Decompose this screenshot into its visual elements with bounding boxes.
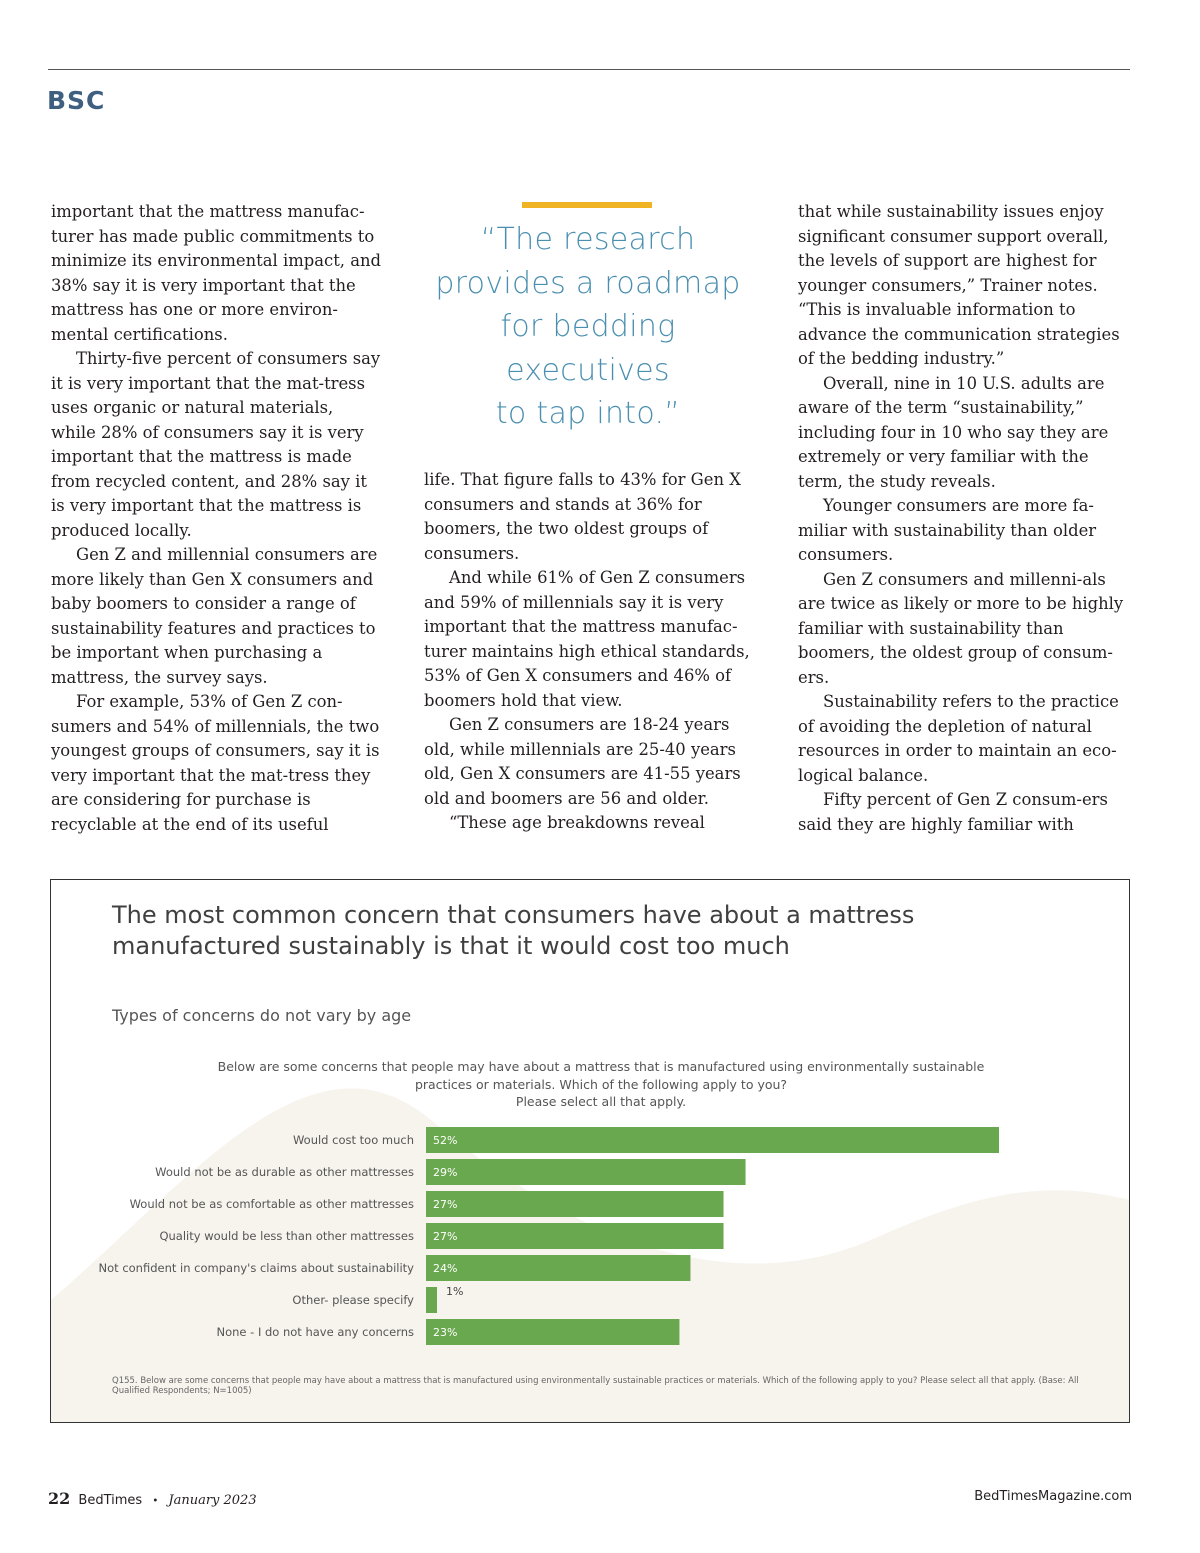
figure-footnote: Q155. Below are some concerns that people may have about a mattress that is manufactured using environmentally sustainable practices or materials. Which of the following apply to you? Please select all that apply. (Base: All Qualified Respondents; N=1005) [112, 1376, 1079, 1396]
chart-figure [50, 879, 1130, 1423]
footer-folio [48, 1489, 257, 1508]
bar [426, 1191, 724, 1217]
bar [426, 1319, 679, 1345]
data-label: 52% [433, 1134, 458, 1147]
data-label: 23% [433, 1326, 458, 1339]
category-label: Quality would be less than other mattresses [159, 1229, 414, 1243]
data-label: 27% [433, 1198, 458, 1211]
paragraph: Fifty percent of Gen Z consum-ers said they are highly familiar with [798, 790, 1108, 834]
pull-quote-line: for bedding [500, 309, 676, 344]
paragraph: Gen Z consumers are 18-24 years old, while millennials are 25-40 years old, Gen X consumers are 41-55 years old and boomers are 56 and older. [424, 715, 741, 808]
bar [426, 1287, 437, 1313]
pull-quote-line: “The research [480, 222, 696, 257]
paragraph: important that the mattress manufac-turer has made public commitments to minimize its environmental impact, and 38% say it is very important that the mattress has one or more environ-mental certifications. [51, 202, 382, 344]
paragraph: Overall, nine in 10 U.S. adults are aware of the term “sustainability,” including four in 10 who say they are extremely or very familiar with the term, the study reveals. [798, 373, 1109, 491]
bar [426, 1223, 724, 1249]
paragraph: Sustainability refers to the practice of avoiding the depletion of natural resources in order to maintain an eco-logical balance. [798, 692, 1119, 785]
category-label: None - I do not have any concerns [216, 1325, 414, 1339]
page-number: 22 [48, 1489, 71, 1508]
paragraph: Younger consumers are more fa-miliar with sustainability than older consumers. [798, 496, 1097, 564]
article-column-3 [798, 200, 1130, 837]
figure-title: The most common concern that consumers have about a mattress manufactured sustainably is that it would cost too much [112, 901, 915, 960]
data-label: 27% [433, 1230, 458, 1243]
bar [426, 1127, 999, 1153]
data-label: 1% [446, 1285, 464, 1298]
bar [426, 1159, 746, 1185]
figure-question-line: Below are some concerns that people may have about a mattress that is manufactured using environmentally sustainable [217, 1059, 985, 1074]
pull-quote-line: provides a roadmap [435, 265, 741, 301]
paragraph: life. That figure falls to 43% for Gen X consumers and stands at 36% for boomers, the two oldest groups of consumers. [424, 470, 741, 563]
category-label: Not confident in company's claims about sustainability [98, 1261, 414, 1275]
footer-website: BedTimesMagazine.com [974, 1489, 1132, 1504]
paragraph: that while sustainability issues enjoy significant consumer support overall, the levels of support are highest for younger consumers,” Trainer notes. “This is invaluable information to advance the communication strategies of the bedding industry.” [798, 202, 1120, 368]
figure-question-line: Please select all that apply. [515, 1094, 687, 1109]
category-label: Would not be as durable as other mattresses [155, 1165, 414, 1179]
category-label: Would cost too much [292, 1133, 414, 1147]
issue-date: January 2023 [168, 1493, 257, 1508]
pull-quote [430, 218, 746, 436]
category-label: Other- please specify [292, 1293, 414, 1307]
paragraph: Thirty-five percent of consumers say it is very important that the mat-tress uses organic or natural materials, while 28% of consumers say it is very important that the mattress is made from recycled content, and 28% say it is very important that the mattress is produced locally. [51, 349, 381, 540]
figure-question [201, 1058, 1001, 1111]
bar [426, 1255, 690, 1281]
article-column-1 [51, 200, 383, 837]
data-label: 29% [433, 1166, 458, 1179]
magazine-name: BedTimes [78, 1493, 143, 1508]
pull-quote-line: to tap into.” [495, 396, 681, 431]
category-label: Would not be as comfortable as other mattresses [129, 1197, 414, 1211]
data-label: 24% [433, 1262, 458, 1275]
footer-separator: • [152, 1496, 159, 1507]
pull-quote-accent-bar [522, 202, 652, 208]
figure-question-line: practices or materials. Which of the following apply to you? [414, 1076, 788, 1092]
paragraph: For example, 53% of Gen Z con-sumers and 54% of millennials, the two youngest groups of consumers, say it is very important that the mat-tress they are considering for purchase is recyclable at the end of its useful [51, 692, 380, 834]
header-rule [48, 69, 1130, 70]
paragraph: Gen Z consumers and millenni-als are twice as likely or more to be highly familiar with sustainability than boomers, the oldest group of consum-ers. [798, 569, 1124, 687]
paragraph: Gen Z and millennial consumers are more likely than Gen X consumers and baby boomers to consider a range of sustainability features and practices to be important when purchasing a mattress, the survey says. [51, 545, 378, 687]
figure-subtitle: Types of concerns do not vary by age [112, 1006, 412, 1025]
paragraph: “These age breakdowns reveal [449, 813, 705, 832]
paragraph: And while 61% of Gen Z consumers and 59% of millennials say it is very important that the mattress manufac-turer maintains high ethical standards, 53% of Gen X consumers and 46% of boomers hold that view. [424, 568, 750, 710]
section-tag: BSC [47, 86, 106, 115]
pull-quote-line: executives [506, 352, 670, 388]
article-column-2 [424, 468, 756, 836]
